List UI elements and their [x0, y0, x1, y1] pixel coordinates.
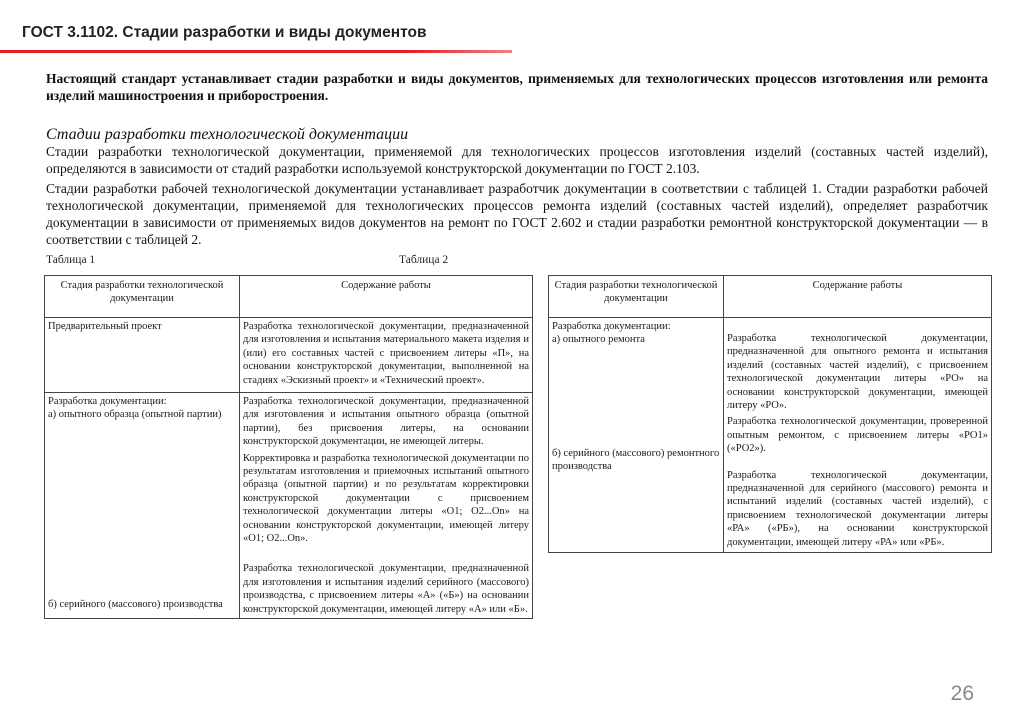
stage-text: а) опытного образца (опытной партии)	[48, 409, 222, 421]
table-2-content-cell	[724, 318, 992, 553]
content-text: Корректировка и разработка технологической документации по результатам изготовления и приемочных испытаний опытного образца (опытной партии) и по результатам корректировки конструкторской документации с присвоением технологической документации литеры «О1; О2...Оn» на основании конструкторской документации, имеющей литеру «О1; О2...Оn».	[243, 452, 529, 545]
table-2-header-stage: Стадия разработки технологической документации	[549, 276, 724, 318]
table-row	[45, 318, 533, 393]
stage-text: б) серийного (массового) ремонтного производства	[552, 447, 720, 473]
table-1	[44, 275, 533, 619]
table-2	[548, 275, 992, 553]
stage-text: Разработка документации:	[48, 396, 167, 407]
table-1-caption: Таблица 1	[46, 254, 96, 266]
slide-title: ГОСТ 3.1102. Стадии разработки и виды документов	[22, 24, 427, 41]
paragraph-1: Стадии разработки технологической документации, применяемой для технологических процессов изготовления изделий (составных частей изделий), определяются в зависимости от стадий разработки используемой конструкторской документации по ГОСТ 2.103.	[46, 144, 988, 176]
table-row	[549, 318, 992, 553]
intro-paragraph: Настоящий стандарт устанавливает стадии разработки и виды документов, применяемых для технологических процессов изготовления или ремонта изделий машиностроения и приборостроения.	[46, 71, 988, 103]
table-1-content-cell	[240, 318, 533, 393]
page-number: 26	[950, 682, 974, 705]
table-row	[45, 393, 533, 619]
content-text: Разработка технологической документации, проверенной опытным ремонтом, с присвоением литеры «РО1» («РО2»).	[727, 416, 988, 455]
table-1-header-row	[45, 276, 533, 318]
table-1-header-content: Содержание работы	[240, 276, 533, 318]
table-1-stage-cell	[45, 318, 240, 393]
stage-text: а) опытного ремонта	[552, 334, 645, 346]
paragraph-2: Стадии разработки рабочей технологической документации устанавливает разработчик документации в соответствии с таблицей 1. Стадии разработки рабочей технологической документации, применяемой для технологических процессов ремонта изделий (составных частей изделий), определяет разработчик документации в зависимости от применяемых видов документов на ремонт по ГОСТ 2.602 и стадии разработки ремонтной конструкторской документации — в соответствии с таблицей 2.	[46, 181, 988, 247]
content-text: Разработка технологической документации, предназначенной для изготовления и испытания опытного образца (опытной партии), без присвоения литеры, на основании конструкторской документации, не имеющей литеры.	[243, 396, 529, 448]
stage-text: Предварительный проект	[48, 321, 162, 332]
table-2-header-row	[549, 276, 992, 318]
table-1-content-cell	[240, 393, 533, 619]
stage-text: б) серийного (массового) производства	[48, 598, 223, 610]
content-text: Разработка технологической документации, предназначенной для изготовления и испытания изделий серийного (массового) производства, с присвоением литеры «А» («Б») на основании конструкторской документации, имеющей литеру «А» или «Б».	[243, 563, 529, 615]
content-text: Разработка технологической документации, предназначенной для серийного (массового) ремонта и испытаний изделий (составных частей изделий), с присвоением технологической документации литеры «РА» («РБ»), на основании конструкторской документации, имеющей литеру «РА» или «РБ».	[727, 469, 988, 548]
table-2-header-content: Содержание работы	[724, 276, 992, 318]
table-1-stage-cell	[45, 393, 240, 619]
title-underline	[0, 50, 512, 53]
content-text: Разработка технологической документации, предназначенной для опытного ремонта и испытания изделий (составных частей изделий), с присвоением технологической документации литеры «РО» на основании конструкторской документации, имеющей литеру «РО».	[727, 333, 988, 412]
section-heading: Стадии разработки технологической документации	[46, 126, 409, 143]
table-1-header-stage: Стадия разработки технологической документации	[45, 276, 240, 318]
stage-text: Разработка документации:	[552, 321, 671, 332]
content-text: Разработка технологической документации, предназначенной для изготовления и испытания материального макета изделия и (или) его составных частей с присвоением литеры «П», на основании конструкторской документации, выполненной на стадиях «Эскизный проект» и «Технический проект».	[243, 321, 529, 386]
table-2-caption: Таблица 2	[399, 254, 449, 266]
table-2-stage-cell	[549, 318, 724, 553]
